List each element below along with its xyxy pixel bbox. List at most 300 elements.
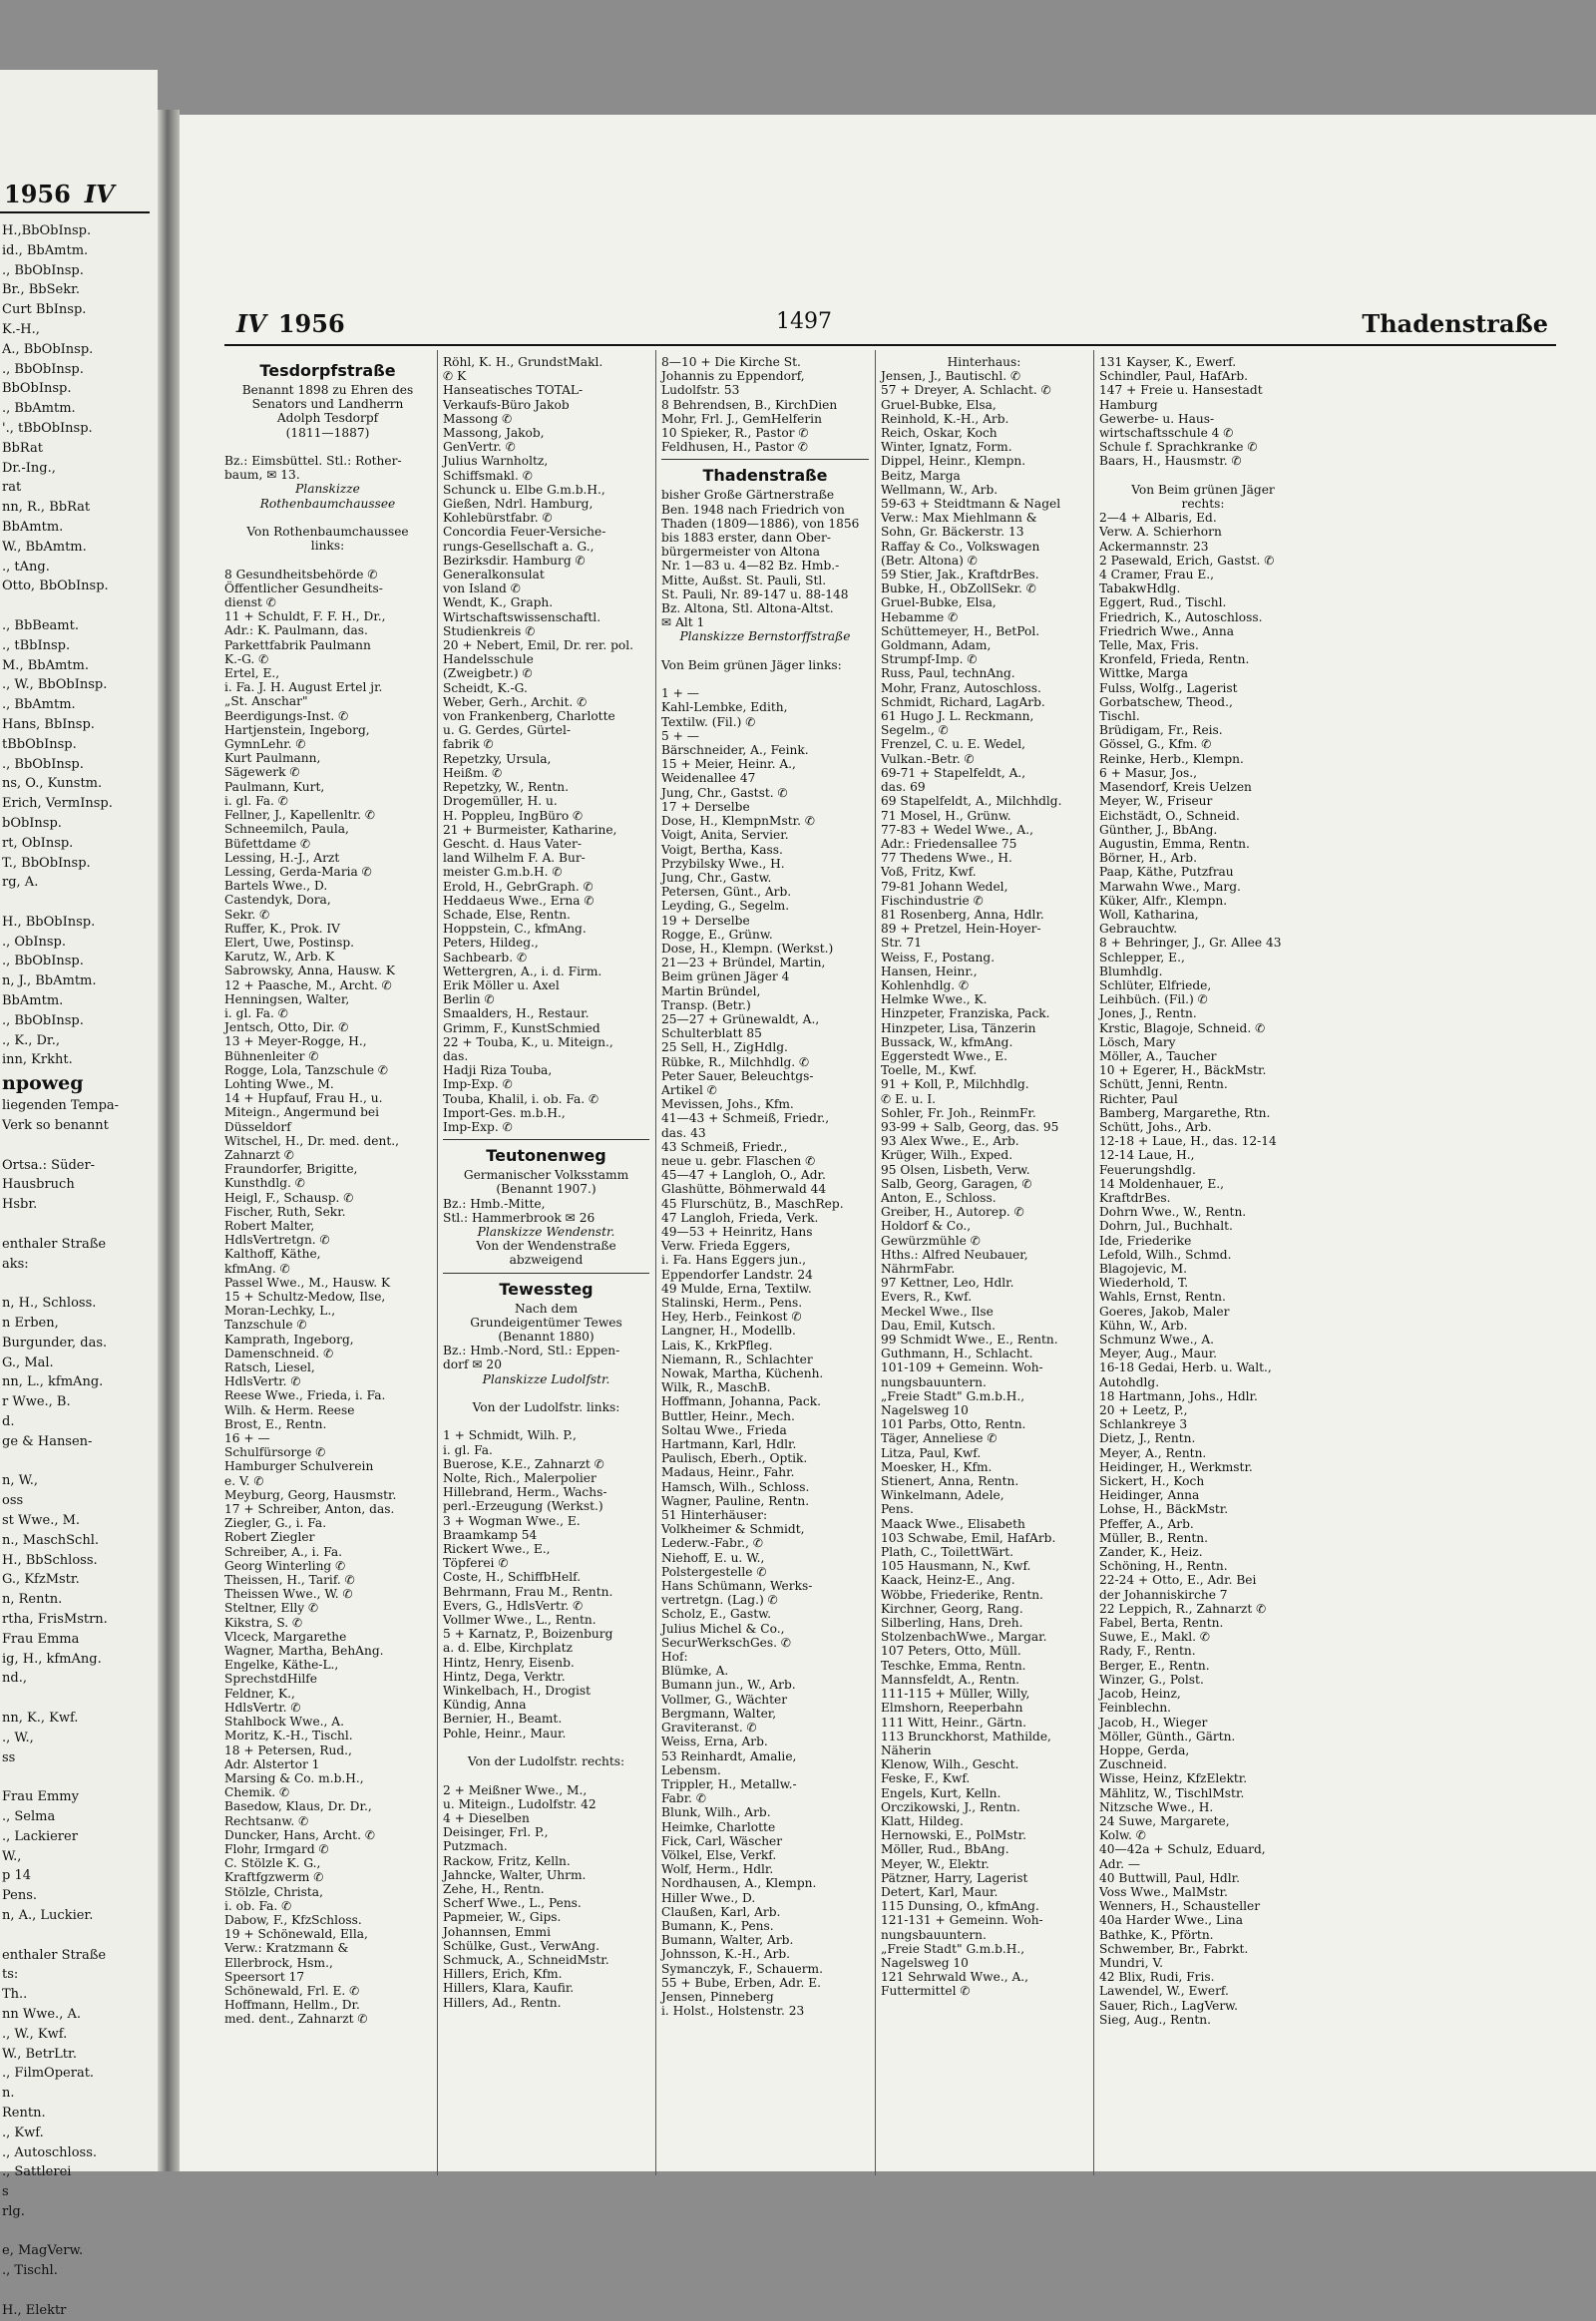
column-2-entry-line: Hillers, Ad., Rentn. xyxy=(443,1995,562,2010)
column-5-entry-line: Müller, B., Rentn. xyxy=(1099,1530,1209,1545)
column-1-entry-line: Öffentlicher Gesundheits- xyxy=(224,580,383,595)
column-3-entry-line xyxy=(661,672,869,686)
column-3-entry-line: Voigt, Bertha, Kass. xyxy=(661,842,783,857)
column-1-entry-line: Hoffmann, Hellm., Dr. xyxy=(224,1998,360,2013)
previous-page-line: nn Wwe., A. xyxy=(2,2006,81,2022)
column-4-entry-line: Greiber, H., Autorep. ✆ xyxy=(881,1205,1024,1220)
column-2-entry-line: Evers, G., HdlsVertr. ✆ xyxy=(443,1598,584,1613)
column-5-entry-line: TabakwHdlg. xyxy=(1099,581,1181,596)
column-5-entry-line: Gössel, G., Kfm. ✆ xyxy=(1099,737,1212,752)
column-2-street-note: abzweigend xyxy=(509,1253,584,1268)
column-5-entry-line: Günther, J., BbAng. xyxy=(1099,822,1218,837)
column-4-entry-line: Guthmann, H., Schlacht. xyxy=(881,1347,1033,1361)
column-3-entry-line: Nordhausen, A., Klempn. xyxy=(661,1876,817,1891)
column-1-entry-line: Vlceck, Margarethe xyxy=(224,1629,347,1644)
column-3-entry-line: Julius Michel & Co., xyxy=(661,1621,785,1636)
column-1-entry-line: Lessing, Gerda-Maria ✆ xyxy=(224,864,372,879)
previous-page-line: ., ObInsp. xyxy=(2,934,67,950)
previous-page-line: ., W., BbObInsp. xyxy=(2,677,108,693)
column-2-entry-line: Putzmach. xyxy=(443,1839,508,1854)
column-2-entry-line: Töpferei ✆ xyxy=(443,1556,509,1571)
column-3-entry-line: Peter Sauer, Beleuchtgs- xyxy=(661,1068,814,1083)
column-2-entry-line: Schmuck, A., SchneidMstr. xyxy=(443,1952,609,1967)
column-4-entry-line: Silberling, Hans, Dreh. xyxy=(881,1616,1023,1631)
column-5-entry-line: Wenners, H., Schausteller xyxy=(1099,1899,1261,1914)
previous-page-line: ., Sattlerei xyxy=(2,2164,72,2180)
previous-page-line: n, W., xyxy=(2,1473,38,1489)
running-street-title: Thadenstraße xyxy=(1362,309,1548,338)
column-2-planskizze-note: Planskizze Ludolfstr. xyxy=(482,1371,610,1386)
directory-column-5 xyxy=(1099,355,1307,2180)
column-4-entry-line: Winter, Ignatz, Form. xyxy=(881,440,1012,455)
column-5-entry-line: Möller, Günth., Gärtn. xyxy=(1099,1729,1236,1743)
column-1-entry-line: Stahlbock Wwe., A. xyxy=(224,1715,344,1730)
column-5-entry-line: 2 Pasewald, Erich, Gastst. ✆ xyxy=(1099,553,1275,568)
previous-page-line: enthaler Straße xyxy=(2,1236,107,1252)
column-3-entry-line: Bz. Altona, Stl. Altona-Altst. xyxy=(661,601,834,616)
column-2-entry-line: GenVertr. ✆ xyxy=(443,440,516,455)
column-5-entry-line: 131 Kayser, K., Ewerf. xyxy=(1099,355,1237,369)
column-4-entry-line: Hernowski, E., PolMstr. xyxy=(881,1828,1027,1843)
column-4-entry-line: 89 + Pretzel, Hein-Hoyer- xyxy=(881,922,1041,937)
previous-page-line: ., BbObInsp. xyxy=(2,1012,84,1028)
previous-page-line: ., Autoschloss. xyxy=(2,2144,97,2160)
column-2-entry-line: Schülke, Gust., VerwAng. xyxy=(443,1938,599,1953)
column-5-entry-line: 40 Buttwill, Paul, Hdlr. xyxy=(1099,1870,1240,1885)
column-1-street-heading: Tesdorpfstraße xyxy=(259,361,396,380)
column-separator xyxy=(655,350,656,2175)
previous-page-line xyxy=(2,1274,152,1294)
column-4-entry-line: Detert, Karl, Maur. xyxy=(881,1884,998,1899)
volume-label: IV xyxy=(236,309,266,338)
column-1-entry-line: Lohting Wwe., M. xyxy=(224,1076,334,1091)
page-header-left xyxy=(236,309,345,338)
column-5-entry-line: 22-24 + Otto, E., Adr. Bei xyxy=(1099,1573,1257,1588)
column-2-entry-line: Hillers, Klara, Kaufir. xyxy=(443,1981,575,1996)
column-1-entry-line: Theissen Wwe., W. ✆ xyxy=(224,1587,353,1602)
column-4-entry-line: Teschke, Emma, Rentn. xyxy=(881,1658,1026,1673)
column-4-entry-line: Jensen, J., Bautischl. ✆ xyxy=(881,369,1021,384)
column-3-entry-line: 17 + Derselbe xyxy=(661,799,750,814)
column-1-entry-line: 15 + Schultz-Medow, Ilse, xyxy=(224,1290,386,1304)
column-2-entry-line: Generalkonsulat xyxy=(443,568,545,582)
column-2-street-note: Von der Wendenstraße xyxy=(476,1239,616,1254)
column-1-entry-line: Georg Winterling ✆ xyxy=(224,1558,346,1573)
previous-page-roman: IV xyxy=(84,180,115,208)
column-2-entry-line: Drogemüller, H. u. xyxy=(443,794,558,809)
column-3-entry-line: Textilw. (Fil.) ✆ xyxy=(661,714,756,729)
column-4-entry-line: Segelm., ✆ xyxy=(881,723,949,738)
previous-page-line: H., Elektr xyxy=(2,2302,67,2318)
column-5-entry-line: wirtschaftsschule 4 ✆ xyxy=(1099,426,1234,441)
column-1-entry-line: Kraftfgzwerm ✆ xyxy=(224,1870,324,1885)
column-2-entry-line: Braamkamp 54 xyxy=(443,1527,538,1542)
previous-page-line: nd., xyxy=(2,1671,27,1687)
previous-page-line xyxy=(2,1452,152,1472)
column-3-entry-line: Hey, Herb., Feinkost ✆ xyxy=(661,1310,802,1325)
column-2-street-note: (Benannt 1880) xyxy=(498,1330,595,1344)
column-2-entry-line: Hoppstein, C., kfmAng. xyxy=(443,922,587,937)
column-5-entry-line: Masendorf, Kreis Uelzen xyxy=(1099,780,1252,795)
column-4-entry-line: „Freie Stadt" G.m.b.H., xyxy=(881,1388,1025,1403)
column-4-entry-line: 81 Rosenberg, Anna, Hdlr. xyxy=(881,907,1044,922)
column-3-entry-line: 51 Hinterhäuser: xyxy=(661,1508,768,1523)
column-4-entry-line: Evers, R., Kwf. xyxy=(881,1290,973,1305)
column-4-entry-line: Meckel Wwe., Ilse xyxy=(881,1304,994,1319)
column-2-entry-line: a. d. Elbe, Kirchplatz xyxy=(443,1641,573,1656)
column-5-entry-line: Fabel, Berta, Rentn. xyxy=(1099,1616,1224,1631)
column-2-entry-line: Bz.: Hmb.-Nord, Stl.: Eppen- xyxy=(443,1344,620,1358)
column-2-entry-line: Kohlebürstfabr. ✆ xyxy=(443,511,553,526)
column-2-entry-line: i. gl. Fa. xyxy=(443,1442,493,1457)
column-5-entry-line: Bathke, K., Pförtn. xyxy=(1099,1927,1214,1942)
column-2-entry-line: Wirtschaftswissenschaftl. xyxy=(443,609,601,624)
column-1-entry-line: 11 + Schuldt, F. F. H., Dr., xyxy=(224,609,386,624)
column-5-entry-line: Dohrn Wwe., W., Rentn. xyxy=(1099,1205,1247,1220)
column-2-entry-line: Gescht. d. Haus Vater- xyxy=(443,836,582,851)
column-1-entry-line: Marsing & Co. m.b.H., xyxy=(224,1770,364,1785)
previous-page-line: ., W., Kwf. xyxy=(2,2026,68,2042)
column-3-entry-line: 45 Flurschütz, B., MaschRep. xyxy=(661,1196,844,1211)
column-3-entry-line: Jung, Chr., Gastst. ✆ xyxy=(661,785,788,800)
column-1-entry-line: 17 + Schreiber, Anton, das. xyxy=(224,1502,395,1517)
column-5-entry-line: Schindler, Paul, HafArb. xyxy=(1099,369,1249,384)
previous-page-line: ., Selma xyxy=(2,1808,56,1824)
column-4-entry-line: Engels, Kurt, Kelln. xyxy=(881,1785,1001,1800)
column-2-entry-line: Massong ✆ xyxy=(443,411,513,426)
column-4-entry-line: Schmidt, Richard, LagArb. xyxy=(881,694,1045,709)
column-2-entry-line: Peters, Hildeg., xyxy=(443,936,539,951)
column-1-entry-line: Fellner, J., Kapellenltr. ✆ xyxy=(224,808,376,823)
column-4-entry-line: Kaack, Heinz-E., Ang. xyxy=(881,1573,1015,1588)
column-3-entry-line: Kahl-Lembke, Edith, xyxy=(661,700,788,715)
column-5-entry-line: 24 Suwe, Margarete, xyxy=(1099,1813,1230,1828)
column-2-entry-line: Studienkreis ✆ xyxy=(443,623,536,638)
column-4-entry-line: 107 Peters, Otto, Müll. xyxy=(881,1644,1021,1659)
column-5-entry-line: Lefold, Wilh., Schmd. xyxy=(1099,1247,1232,1262)
column-4-entry-line: Dau, Emil, Kutsch. xyxy=(881,1318,997,1333)
column-5-entry-line: Börner, H., Arb. xyxy=(1099,851,1197,866)
column-5-entry-line: Brüdigam, Fr., Reis. xyxy=(1099,723,1223,738)
previous-page-line: ., BbAmtm. xyxy=(2,697,76,713)
column-2-entry-line: Johannsen, Emmi xyxy=(443,1924,552,1939)
column-5-entry-line: Zuschneid. xyxy=(1099,1757,1167,1772)
previous-page-line: ., FilmOperat. xyxy=(2,2066,95,2082)
column-4-entry-line: 115 Dunsing, O., kfmAng. xyxy=(881,1899,1039,1914)
previous-page-line: ge & Hansen- xyxy=(2,1433,93,1449)
column-2-entry-line: Pohle, Heinr., Maur. xyxy=(443,1726,567,1741)
previous-page-lines xyxy=(2,221,152,2321)
previous-page-line: H., BbObInsp. xyxy=(2,914,96,930)
column-3-entry-line: 41—43 + Schmeiß, Friedr., xyxy=(661,1111,830,1126)
column-2-entry-line: H. Poppleu, IngBüro ✆ xyxy=(443,808,584,823)
column-4-entry-line: Litza, Paul, Kwf. xyxy=(881,1445,982,1460)
column-4-entry-line: Krüger, Wilh., Exped. xyxy=(881,1148,1013,1163)
column-4-entry-line: Pätzner, Harry, Lagerist xyxy=(881,1870,1028,1885)
column-3-entry-line: Scholz, E., Gastw. xyxy=(661,1607,771,1622)
column-2-entry-line: Rickert Wwe., E., xyxy=(443,1542,551,1557)
previous-page-line: ., K., Dr., xyxy=(2,1032,60,1048)
column-1-entry-line: Bz.: Eimsbüttel. Stl.: Rother- xyxy=(224,454,402,469)
column-1-entry-line: Hamburger Schulverein xyxy=(224,1459,374,1474)
column-1-entry-line: e. V. ✆ xyxy=(224,1473,264,1488)
column-5-entry-line: Blumhdlg. xyxy=(1099,964,1163,978)
column-3-entry-line: Rogge, E., Grünw. xyxy=(661,927,773,942)
column-5-entry-line: Küker, Alfr., Klempn. xyxy=(1099,893,1228,908)
column-1-entry-line: Ratsch, Liesel, xyxy=(224,1360,315,1375)
column-2-entry-line: Nolte, Rich., Malerpolier xyxy=(443,1471,597,1486)
column-1-street-note: Adolph Tesdorpf xyxy=(276,411,379,426)
previous-page-rule xyxy=(0,211,150,213)
previous-page-line: aks: xyxy=(2,1256,29,1272)
column-1-entry-line: Kurt Paulmann, xyxy=(224,751,321,766)
column-5-entry-line: Feinblechn. xyxy=(1099,1701,1172,1716)
column-1-entry-line xyxy=(224,440,431,454)
previous-page-line: n Erben, xyxy=(2,1316,59,1332)
column-3-entry-line: Bumann, K., Pens. xyxy=(661,1918,774,1933)
column-5-entry-line: Kolw. ✆ xyxy=(1099,1828,1146,1843)
column-3-entry-line: Niehoff, E. u. W., xyxy=(661,1550,765,1565)
column-2-entry-line: 2 + Meißner Wwe., M., xyxy=(443,1782,588,1797)
column-1-entry-line: Ziegler, G., i. Fa. xyxy=(224,1516,327,1531)
previous-page-line: inn, Krkht. xyxy=(2,1052,73,1068)
column-3-entry-line: Rübke, R., Milchhdlg. ✆ xyxy=(661,1054,810,1069)
column-2-entry-line: Deisinger, Frl. P., xyxy=(443,1825,549,1840)
column-4-entry-line: Reinhold, K.-H., Arb. xyxy=(881,411,1009,426)
column-3-entry-line: Mevissen, Johs., Kfm. xyxy=(661,1097,794,1112)
column-4-entry-line: 97 Kettner, Leo, Hdlr. xyxy=(881,1276,1014,1291)
column-3-street-heading: Thadenstraße xyxy=(702,466,828,486)
column-4-entry-line: Vulkan.-Betr. ✆ xyxy=(881,751,975,766)
column-5-entry-line: 147 + Freie u. Hansestadt xyxy=(1099,383,1263,398)
column-1-entry-line: Karutz, W., Arb. K xyxy=(224,950,335,965)
column-2-entry-line xyxy=(443,1386,649,1400)
column-1-entry-line xyxy=(224,553,431,567)
column-5-entry-line: Reinke, Herb., Klempn. xyxy=(1099,751,1244,766)
column-4-entry-line: Nagelsweg 10 xyxy=(881,1403,969,1418)
previous-page-line: Hans, BbInsp. xyxy=(2,716,95,732)
column-2-entry-line: Winkelbach, H., Drogist xyxy=(443,1684,592,1699)
column-4-entry-line: Wellmann, W., Arb. xyxy=(881,482,998,497)
column-3-entry-line: Bärschneider, A., Feink. xyxy=(661,743,809,758)
column-4-entry-line: Sohn, Gr. Bäckerstr. 13 xyxy=(881,525,1024,540)
column-5-entry-line: Friedrich Wwe., Anna xyxy=(1099,623,1235,638)
previous-page-line: Burgunder, das. xyxy=(2,1335,108,1351)
column-4-street-note: Hinterhaus: xyxy=(947,355,1021,369)
column-1-entry-line: Ertel, E., xyxy=(224,666,280,681)
column-4-entry-line: 59 Stier, Jak., KraftdrBes. xyxy=(881,568,1039,582)
column-5-entry-line: 42 Blix, Rudi, Fris. xyxy=(1099,1970,1215,1985)
column-5-street-note: rechts: xyxy=(1181,497,1225,512)
column-3-entry-line: bürgermeister von Altona xyxy=(661,545,821,560)
column-4-entry-line: Mohr, Franz, Autoschloss. xyxy=(881,680,1041,695)
column-2-entry-line: rungs-Gesellschaft a. G., xyxy=(443,539,595,554)
column-3-entry-line: 53 Reinhardt, Amalie, xyxy=(661,1748,797,1763)
column-5-entry-line: Lohse, H., BäckMstr. xyxy=(1099,1502,1229,1517)
column-2-entry-line: u. Miteign., Ludolfstr. 42 xyxy=(443,1796,597,1811)
column-1-entry-line: HdlsVertretgn. ✆ xyxy=(224,1233,330,1248)
column-3-entry-line: 5 + — xyxy=(661,728,699,743)
column-3-entry-line: 49—53 + Heinritz, Hans xyxy=(661,1224,813,1239)
column-3-entry-line: 1 + — xyxy=(661,686,699,701)
column-3-entry-line: Claußen, Karl, Arb. xyxy=(661,1904,781,1919)
previous-page-line: Frau Emma xyxy=(2,1631,80,1647)
previous-page-line: ., Tischl. xyxy=(2,2263,58,2279)
column-2-entry-line: Wettergren, A., i. d. Firm. xyxy=(443,964,602,978)
column-4-entry-line: ✆ E. u. I. xyxy=(881,1091,937,1106)
column-3-entry-line: Martin Bründel, xyxy=(661,983,761,998)
previous-page-line: BbObInsp. xyxy=(2,381,72,397)
column-3-entry-line: Fick, Carl, Wäscher xyxy=(661,1833,783,1848)
column-1-entry-line: Stölzle, Christa, xyxy=(224,1884,323,1899)
column-2-entry-line: Hanseatisches TOTAL- xyxy=(443,383,584,398)
column-1-entry-line: Schneemilch, Paula, xyxy=(224,822,349,837)
column-1-entry-line: Zahnarzt ✆ xyxy=(224,1147,294,1162)
column-1-entry-line: 13 + Meyer-Rogge, H., xyxy=(224,1034,367,1049)
column-5-entry-line: Tischl. xyxy=(1099,709,1140,724)
column-2-entry-line: Schunck u. Elbe G.m.b.H., xyxy=(443,482,605,497)
column-1-entry-line: „St. Anschar" xyxy=(224,694,308,709)
previous-page-line xyxy=(2,1136,152,1156)
column-4-entry-line: Maack Wwe., Elisabeth xyxy=(881,1516,1025,1531)
column-1-entry-line: GymnLehr. ✆ xyxy=(224,737,306,752)
column-1-entry-line: Moran-Lechky, L., xyxy=(224,1304,336,1319)
column-2-entry-line: Erik Möller u. Axel xyxy=(443,977,560,992)
previous-page-line xyxy=(2,596,152,616)
column-2-entry-line: Repetzky, W., Rentn. xyxy=(443,780,569,795)
column-3-entry-line: Mitte, Außst. St. Pauli, Stl. xyxy=(661,573,827,587)
previous-page-line xyxy=(2,1215,152,1235)
column-4-entry-line: Adr.: Friedensallee 75 xyxy=(881,836,1017,851)
column-2-street-note: Nach dem xyxy=(514,1301,579,1316)
previous-page-line: oss xyxy=(2,1493,24,1509)
column-4-entry-line: Kirchner, Georg, Rang. xyxy=(881,1601,1023,1616)
column-1-entry-line: K.-G. ✆ xyxy=(224,651,269,666)
column-1-entry-line: Schönewald, Frl. E. ✆ xyxy=(224,1983,360,1998)
column-5-entry-line: Kühn, W., Arb. xyxy=(1099,1318,1188,1333)
column-2-entry-line xyxy=(443,1768,649,1782)
previous-page-street-heading: npoweg xyxy=(2,1072,84,1095)
column-2-entry-line: Concordia Feuer-Versiche- xyxy=(443,525,606,540)
column-5-entry-line: Gorbatschew, Theod., xyxy=(1099,694,1233,709)
column-4-entry-line: Russ, Paul, technAng. xyxy=(881,666,1015,681)
column-2-entry-line: das. xyxy=(443,1048,469,1063)
column-1-entry-line: i. gl. Fa. ✆ xyxy=(224,793,288,808)
column-4-entry-line: Bussack, W., kfmAng. xyxy=(881,1034,1013,1049)
column-1-entry-line: 19 + Schönewald, Ella, xyxy=(224,1927,368,1942)
column-2-entry-line: ✆ K xyxy=(443,369,467,384)
column-4-entry-line: Plath, C., ToilettWärt. xyxy=(881,1545,1014,1560)
column-4-entry-line: Sohler, Fr. Joh., ReinmFr. xyxy=(881,1105,1036,1120)
column-3-entry-line: SecurWerkschGes. ✆ xyxy=(661,1635,792,1650)
column-1-street-note: (1811—1887) xyxy=(285,425,370,440)
column-5-entry-line: Richter, Paul xyxy=(1099,1091,1178,1106)
previous-page-line: id., BbAmtm. xyxy=(2,242,89,258)
column-3-planskizze-note: Planskizze Bernstorffstraße xyxy=(679,629,851,644)
column-2-entry-line: 3 + Wogman Wwe., E. xyxy=(443,1513,581,1528)
previous-page-line: H.,BbObInsp. xyxy=(2,223,92,238)
column-5-entry-line: Jones, J., Rentn. xyxy=(1099,1006,1197,1021)
column-3-entry-line: Johnsson, K.-H., Arb. xyxy=(661,1947,791,1962)
previous-page-line: Erich, VermInsp. xyxy=(2,796,113,812)
column-2-entry-line: 21 + Burmeister, Katharine, xyxy=(443,822,617,837)
column-2-entry-line: 20 + Nebert, Emil, Dr. rer. pol. xyxy=(443,638,634,653)
column-3-entry-line: Lederw.-Fabr., ✆ xyxy=(661,1536,764,1551)
column-2-entry-line: Vollmer Wwe., L., Rentn. xyxy=(443,1613,597,1628)
previous-page-line: Br., BbSekr. xyxy=(2,282,81,298)
column-3-entry-line: Langner, H., Modellb. xyxy=(661,1324,796,1339)
column-3-entry-line: Bumann jun., W., Arb. xyxy=(661,1678,796,1693)
column-5-entry-line: Friedrich, K., Autoschloss. xyxy=(1099,609,1263,624)
column-separator xyxy=(1093,350,1094,2175)
column-3-entry-line: Leyding, G., Segelm. xyxy=(661,899,790,914)
directory-page xyxy=(180,115,1596,2171)
previous-page-line: ., tBbInsp. xyxy=(2,637,71,653)
previous-page-line: n, J., BbAmtm. xyxy=(2,973,97,989)
previous-page-line: W., xyxy=(2,1848,22,1864)
previous-page-line: W., BetrLtr. xyxy=(2,2046,77,2062)
column-5-entry-line: Schlüter, Elfriede, xyxy=(1099,977,1212,992)
column-4-entry-line: 121-131 + Gemeinn. Woh- xyxy=(881,1913,1043,1928)
previous-page-line: n., MaschSchl. xyxy=(2,1532,100,1548)
previous-page-line: K.-H., xyxy=(2,321,40,337)
column-3-entry-line: Bergmann, Walter, xyxy=(661,1706,777,1721)
column-5-entry-line: Autohdlg. xyxy=(1099,1374,1160,1389)
column-3-entry-line: Polstergestelle ✆ xyxy=(661,1564,767,1579)
column-4-entry-line: 121 Sehrwald Wwe., A., xyxy=(881,1970,1028,1985)
column-5-entry-line: 16-18 Gedai, Herb. u. Walt., xyxy=(1099,1360,1272,1375)
column-3-entry-line: Hiller Wwe., D. xyxy=(661,1890,756,1905)
column-5-entry-line: Bamberg, Margarethe, Rtn. xyxy=(1099,1105,1271,1120)
column-1-entry-line: 16 + — xyxy=(224,1431,270,1446)
column-3-entry-line: Völkel, Else, Verkf. xyxy=(661,1847,777,1862)
column-1-entry-line: Brost, E., Rentn. xyxy=(224,1416,327,1431)
column-5-entry-line: Schlankreye 3 xyxy=(1099,1417,1188,1432)
column-2-entry-line xyxy=(443,1741,649,1754)
previous-page-line: p 14 xyxy=(2,1868,31,1884)
column-1-entry-line: Fraundorfer, Brigitte, xyxy=(224,1162,358,1177)
book-gutter xyxy=(158,110,180,2171)
column-4-entry-line: nungsbauuntern. xyxy=(881,1374,987,1389)
column-2-entry-line: Imp-Exp. ✆ xyxy=(443,1077,513,1092)
column-4-entry-line: Pens. xyxy=(881,1502,914,1517)
column-4-entry-line: 57 + Dreyer, A. Schlacht. ✆ xyxy=(881,383,1051,398)
column-2-entry-line: Hadji Riza Touba, xyxy=(443,1063,553,1078)
column-2-entry-line: Handelsschule xyxy=(443,652,534,667)
previous-page-line: BbAmtm. xyxy=(2,993,64,1009)
directory-column-3 xyxy=(661,355,869,2180)
column-2-entry-line: land Wilhelm F. A. Bur- xyxy=(443,851,586,866)
column-1-entry-line: Witschel, H., Dr. med. dent., xyxy=(224,1133,399,1148)
column-5-entry-line: Meyer, W., Friseur xyxy=(1099,794,1213,809)
column-4-entry-line: Hinzpeter, Franziska, Pack. xyxy=(881,1006,1050,1021)
previous-page-line: rg, A. xyxy=(2,875,39,891)
column-5-entry-line: Sieg, Aug., Rentn. xyxy=(1099,2012,1211,2027)
column-5-entry-line: Berger, E., Rentn. xyxy=(1099,1658,1210,1673)
column-1-entry-line: Chemik. ✆ xyxy=(224,1785,290,1800)
year-label: 1956 xyxy=(277,309,345,338)
column-2-entry-line: Weber, Gerh., Archit. ✆ xyxy=(443,694,588,709)
column-5-entry-line: 22 Leppich, R., Zahnarzt ✆ xyxy=(1099,1601,1267,1616)
column-3-entry-line: Przybilsky Wwe., H. xyxy=(661,856,785,871)
column-5-entry-line: Lösch, Mary xyxy=(1099,1034,1176,1049)
column-1-entry-line: Flohr, Irmgard ✆ xyxy=(224,1841,329,1856)
column-2-entry-line: Import-Ges. m.b.H., xyxy=(443,1105,566,1120)
column-1-entry-line: 14 + Hupfauf, Frau H., u. xyxy=(224,1091,383,1106)
column-3-entry-line: Hartmann, Karl, Hdlr. xyxy=(661,1437,797,1452)
previous-page-line: W., BbAmtm. xyxy=(2,539,87,555)
column-5-entry-line: Wisse, Heinz, KfzElektr. xyxy=(1099,1771,1248,1786)
